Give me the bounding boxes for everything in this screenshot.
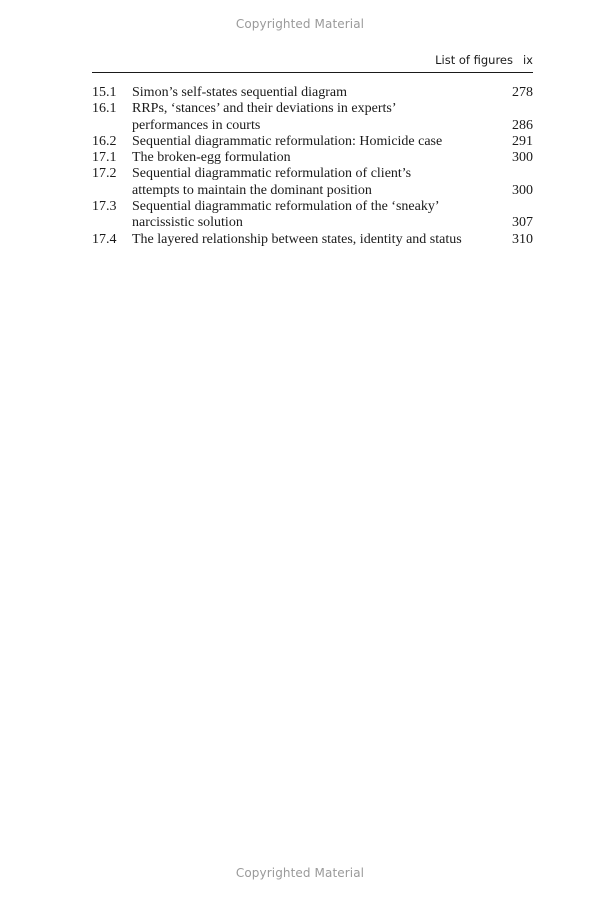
- figure-entry: [92, 150, 533, 166]
- figure-entry: [92, 134, 533, 150]
- copyright-watermark-top: Copyrighted Material: [235, 17, 365, 31]
- figure-number: 16.2: [92, 133, 117, 149]
- figure-title-line: Sequential diagrammatic reformulation of the ‘sneaky’: [132, 199, 440, 215]
- figure-title: [132, 199, 493, 232]
- figure-title-line: attempts to maintain the dominant position: [132, 182, 372, 198]
- figure-title-line: The broken-egg formulation: [132, 150, 291, 166]
- figure-entry: [92, 85, 533, 101]
- figure-title-line: performances in courts: [132, 117, 261, 133]
- figure-title-line: Sequential diagrammatic reformulation of client’s: [132, 166, 412, 182]
- figure-page: 300: [512, 182, 533, 198]
- figure-title-line: narcissistic solution: [132, 215, 243, 231]
- figure-title: [132, 101, 493, 134]
- figure-page: 278: [512, 85, 533, 100]
- running-head: [92, 53, 533, 67]
- figure-entry: [92, 101, 533, 134]
- figure-number: 17.2: [92, 166, 117, 182]
- figure-entry: [92, 232, 533, 248]
- header-rule: [92, 72, 533, 73]
- figure-title: [132, 150, 493, 166]
- figure-page: 286: [512, 117, 533, 133]
- figure-title: [132, 134, 493, 150]
- figure-entry: [92, 166, 533, 199]
- figure-title: [132, 85, 493, 101]
- figure-page: 310: [512, 231, 533, 247]
- figure-number: 15.1: [92, 85, 117, 100]
- running-head-title: List of figures: [435, 53, 513, 67]
- figure-page: 307: [512, 215, 533, 231]
- figure-title: [132, 166, 493, 199]
- page-number: ix: [522, 53, 533, 67]
- figure-entry: [92, 199, 533, 232]
- figure-title-line: Sequential diagrammatic reformulation: Homicide case: [132, 133, 443, 149]
- figure-page: 291: [512, 133, 533, 149]
- figure-title: [132, 232, 493, 248]
- figure-title-line: RRPs, ‘stances’ and their deviations in experts’: [132, 101, 397, 117]
- figure-title-line: Simon’s self-states sequential diagram: [132, 85, 348, 100]
- figure-number: 16.1: [92, 101, 117, 117]
- figure-number: 17.4: [92, 231, 117, 247]
- figure-list: [92, 85, 533, 248]
- figure-title-line: The layered relationship between states, identity and status: [132, 231, 462, 247]
- figure-number: 17.3: [92, 199, 117, 215]
- figure-number: 17.1: [92, 150, 117, 166]
- figure-page: 300: [512, 150, 533, 166]
- copyright-watermark-bottom: Copyrighted Material: [235, 866, 365, 880]
